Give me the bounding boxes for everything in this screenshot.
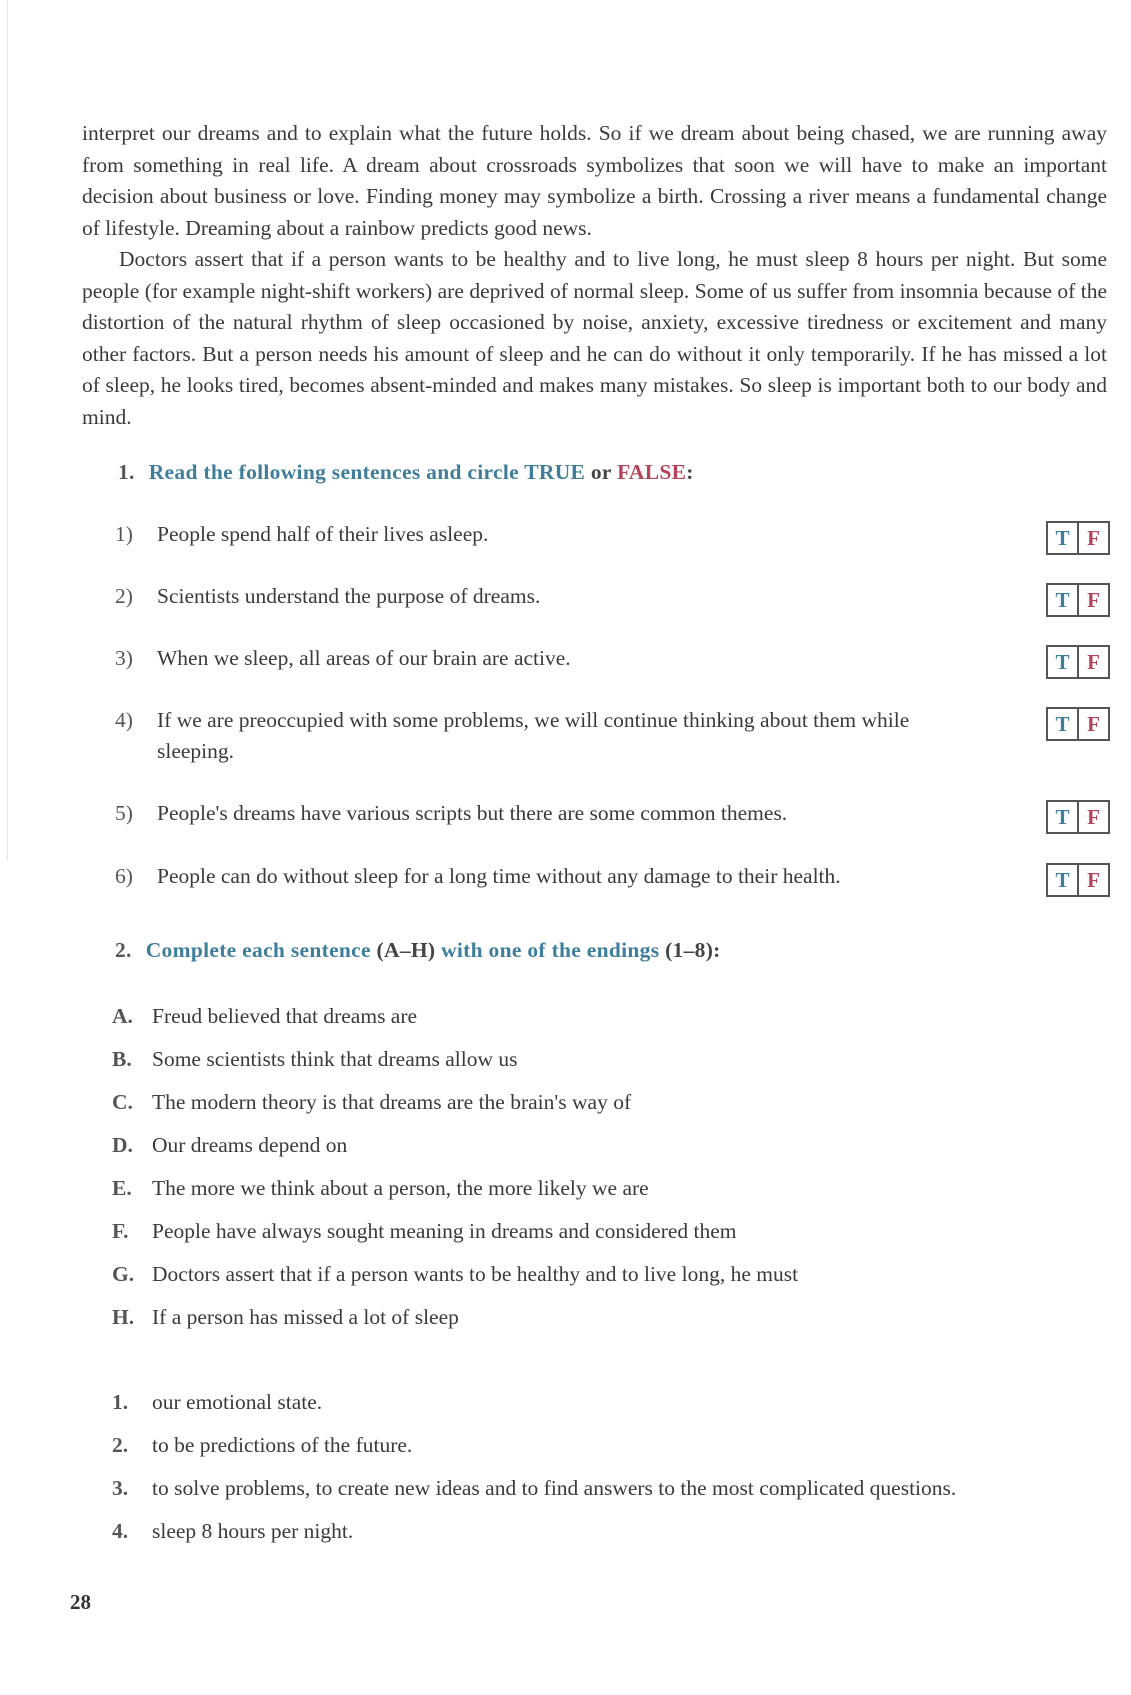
item-text: to be predictions of the future. (152, 1433, 413, 1457)
false-option[interactable]: F (1087, 588, 1100, 612)
true-option[interactable]: T (1048, 802, 1079, 832)
list-item (112, 1519, 353, 1544)
false-option[interactable]: F (1087, 868, 1100, 892)
statement-number: 5) (115, 801, 133, 825)
true-false-box (1046, 583, 1110, 617)
paragraph-sleep-importance (82, 244, 1107, 433)
task-1-number: 1. (118, 460, 135, 484)
list-item (112, 1390, 322, 1415)
task-2-heading (115, 938, 721, 963)
item-text: Freud believed that dreams are (152, 1004, 418, 1028)
false-option[interactable]: F (1087, 650, 1100, 674)
item-text: to solve problems, to create new ideas and to find answers to the most complicated questions. (152, 1476, 957, 1500)
page-binding-edge (7, 0, 8, 860)
statement-text: If we are preoccupied with some problems, we will continue thinking about them while sleeping. (157, 708, 910, 763)
or-word: or (590, 460, 612, 484)
task-1-instruction: Read the following sentences and circle (148, 460, 519, 484)
task-2-instruction: Complete each sentence (145, 938, 371, 962)
item-label: 4. (112, 1519, 129, 1543)
list-item (112, 1047, 517, 1072)
item-text: If a person has missed a lot of sleep (152, 1305, 459, 1329)
item-label: 1. (112, 1390, 129, 1414)
endings-range: (1–8): (665, 938, 721, 962)
page-number: 28 (70, 1590, 91, 1614)
item-label: F. (112, 1219, 129, 1243)
list-item (112, 1476, 956, 1501)
true-false-box (1046, 645, 1110, 679)
statement-text: Scientists understand the purpose of dreams. (157, 584, 541, 608)
task-2-number: 2. (115, 938, 132, 962)
item-text: People have always sought meaning in dreams and considered them (152, 1219, 737, 1243)
paragraph-sleep-importance-text: Doctors assert that if a person wants to be healthy and to live long, he must sleep 8 hours per night. But some people (for example night-shift workers) are deprived of normal sleep. Some of us suffer from insomnia because of the distortion of the natural rhythm of sleep occasioned by noise, anxiety, excessive tiredness or excitement and many other factors. But a person needs his amount of sleep and he can do without it only temporarily. If he has missed a lot of sleep, he looks tired, becomes absent-minded and makes many mistakes. So sleep is important both to our body and mind. (82, 247, 1107, 429)
task-2-instruction-continued: with one of the endings (441, 938, 660, 962)
true-option[interactable]: T (1048, 647, 1079, 677)
statement-number: 1) (115, 522, 133, 546)
true-option[interactable]: T (1048, 523, 1079, 553)
statement-number: 3) (115, 646, 133, 670)
true-option[interactable]: T (1048, 709, 1079, 739)
item-label: H. (112, 1305, 135, 1329)
statement-text: People spend half of their lives asleep. (157, 522, 489, 546)
true-word: TRUE (524, 460, 586, 484)
true-false-box (1046, 521, 1110, 555)
item-label: C. (112, 1090, 133, 1114)
true-false-box (1046, 863, 1110, 897)
item-text: The modern theory is that dreams are the brain's way of (152, 1090, 632, 1114)
statement-number: 2) (115, 584, 133, 608)
item-label: 2. (112, 1433, 129, 1457)
item-label: D. (112, 1133, 133, 1157)
false-word: FALSE (617, 460, 687, 484)
list-item (112, 1219, 737, 1244)
list-item (112, 1090, 631, 1115)
statement-number: 4) (115, 708, 133, 732)
item-label: B. (112, 1047, 132, 1071)
list-item (112, 1433, 412, 1458)
true-false-box (1046, 707, 1110, 741)
list-item (112, 1176, 649, 1201)
item-text: The more we think about a person, the more likely we are (152, 1176, 649, 1200)
statement-number: 6) (115, 864, 133, 888)
item-label: E. (112, 1176, 132, 1200)
true-option[interactable]: T (1048, 585, 1079, 615)
item-text: Our dreams depend on (152, 1133, 348, 1157)
item-text: sleep 8 hours per night. (152, 1519, 354, 1543)
list-item (112, 1305, 459, 1330)
list-item (112, 1133, 347, 1158)
true-false-box (1046, 800, 1110, 834)
task-1-heading (118, 460, 694, 485)
item-text: Some scientists think that dreams allow us (152, 1047, 518, 1071)
list-item (112, 1262, 798, 1287)
false-option[interactable]: F (1087, 805, 1100, 829)
false-option[interactable]: F (1087, 526, 1100, 550)
list-item (112, 1004, 417, 1029)
item-text: our emotional state. (152, 1390, 323, 1414)
paragraph-dream-interpretation: interpret our dreams and to explain what the future holds. So if we dream about being chased, we are running away from something in real life. A dream about crossroads symbolizes that soon we will have to make an important decision about business or love. Finding money may symbolize a birth. Crossing a river means a fundamental change of lifestyle. Dreaming about a rainbow predicts good news. (82, 121, 1107, 240)
item-label: A. (112, 1004, 133, 1028)
item-label: G. (112, 1262, 135, 1286)
statement-text: People can do without sleep for a long time without any damage to their health. (157, 864, 841, 888)
false-option[interactable]: F (1087, 712, 1100, 736)
item-label: 3. (112, 1476, 129, 1500)
item-text: Doctors assert that if a person wants to be healthy and to live long, he must (152, 1262, 799, 1286)
true-option[interactable]: T (1048, 865, 1079, 895)
heading-colon: : (686, 460, 694, 484)
beginnings-range: (A–H) (376, 938, 436, 962)
statement-text: When we sleep, all areas of our brain are active. (157, 646, 571, 670)
statement-text: People's dreams have various scripts but there are some common themes. (157, 801, 788, 825)
